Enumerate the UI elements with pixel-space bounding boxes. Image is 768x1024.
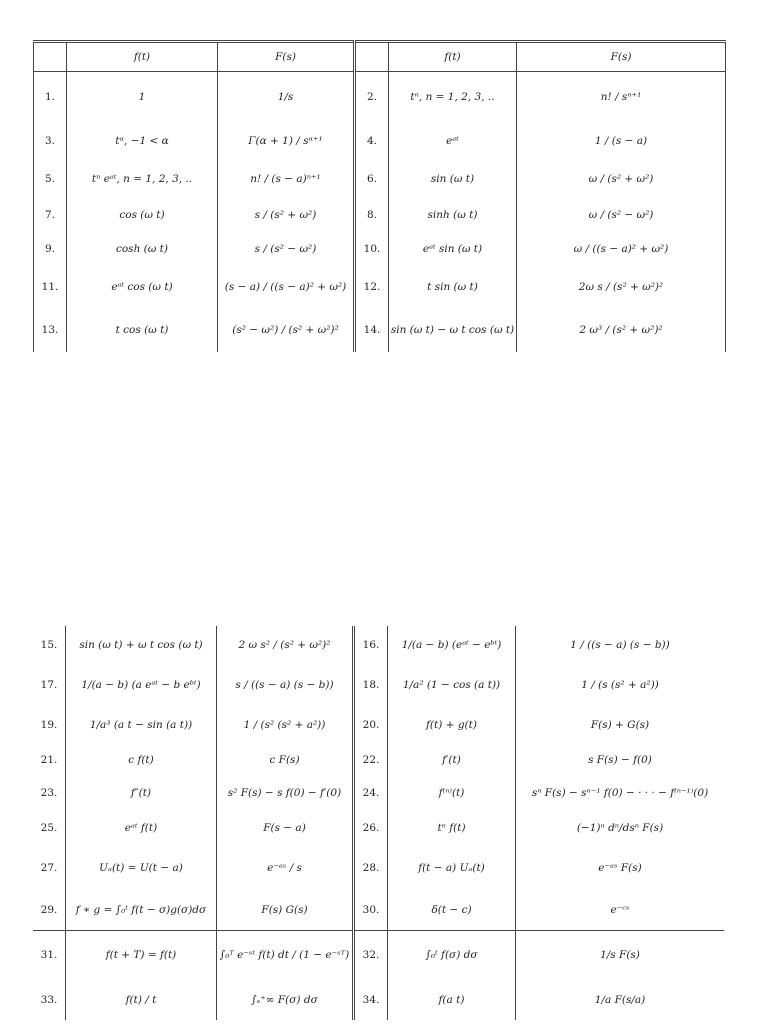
entry-transform: ω / (s² + ω²) [517, 160, 726, 198]
entry-function: f(t + T) = f(t) [66, 930, 217, 980]
header-F-left: F(s) [218, 42, 355, 72]
header-F-right: F(s) [517, 42, 726, 72]
entry-index: 15. [33, 626, 66, 664]
entry-transform: e⁻ᵃˢ F(s) [598, 862, 642, 874]
entry-index: 7. [34, 198, 67, 232]
entry-index: 11. [34, 266, 67, 308]
laplace-transform-table-part-1 [33, 40, 726, 352]
entry-index: 21. [33, 744, 66, 776]
entry-transform: n! / sⁿ⁺¹ [517, 72, 726, 122]
entry-function: sin (ω t) [389, 160, 517, 198]
entry-function: eᵃᵗ sin (ω t) [389, 232, 517, 266]
entry-function: 1/a³ (a t − sin (a t)) [66, 706, 217, 744]
table-row [33, 810, 724, 846]
entry-index: 28. [354, 846, 388, 890]
entry-function: 1/a² (1 − cos (a t)) [388, 664, 516, 706]
table-row [33, 776, 724, 810]
entry-function: 1/(a − b) (eᵃᵗ − eᵇᵗ) [388, 626, 516, 664]
entry-function: t cos (ω t) [67, 308, 218, 352]
entry-index: 34. [354, 980, 388, 1020]
laplace-table-bottom [33, 626, 717, 1024]
entry-transform: F(s − a) [217, 810, 354, 846]
entry-function: t sin (ω t) [389, 266, 517, 308]
entry-function: δ(t − c) [388, 890, 516, 930]
entry-transform: ω / (s² − ω²) [517, 198, 726, 232]
entry-transform: F(s) + G(s) [590, 719, 650, 731]
entry-index: 31. [33, 930, 66, 980]
table-row [34, 122, 726, 160]
table-row [34, 232, 726, 266]
entry-function: tᵅ, −1 < α [67, 122, 218, 160]
entry-index: 26. [354, 810, 388, 846]
entry-transform: (s² − ω²) / (s² + ω²)² [218, 308, 355, 352]
entry-index: 10. [355, 232, 389, 266]
entry-index: 5. [34, 160, 67, 198]
table-row [33, 980, 724, 1020]
entry-index: 16. [354, 626, 388, 664]
entry-transform: 2ω s / (s² + ω²)² [517, 266, 726, 308]
entry-function: sin (ω t) + ω t cos (ω t) [66, 626, 217, 664]
entry-index: 18. [354, 664, 388, 706]
table-row [33, 744, 724, 776]
header-index-left [34, 42, 67, 72]
entry-index: 33. [33, 980, 66, 1020]
entry-transform: s / (s² − ω²) [218, 232, 355, 266]
entry-index: 29. [33, 890, 66, 930]
entry-function: 1 [67, 72, 218, 122]
entry-index: 2. [355, 72, 389, 122]
entry-function: sin (ω t) − ω t cos (ω t) [389, 308, 517, 352]
entry-function: ∫₀ᵗ f(σ) dσ [388, 930, 516, 980]
entry-transform: 2 ω s² / (s² + ω²)² [217, 626, 354, 664]
laplace-table-top [33, 40, 717, 347]
entry-index: 22. [354, 744, 388, 776]
entry-index: 30. [354, 890, 388, 930]
entry-index: 13. [34, 308, 67, 352]
table-row [34, 198, 726, 232]
entry-index: 27. [33, 846, 66, 890]
entry-function: cosh (ω t) [67, 232, 218, 266]
entry-index: 1. [34, 72, 67, 122]
entry-index: 12. [355, 266, 389, 308]
entry-function: eᵃᵗ cos (ω t) [67, 266, 218, 308]
header-f-left: f(t) [67, 42, 218, 72]
entry-transform: sⁿ F(s) − sⁿ⁻¹ f(0) − · · · − f⁽ⁿ⁻¹⁾(0) [531, 787, 709, 799]
entry-transform: s / (s² + ω²) [218, 198, 355, 232]
table-row [33, 706, 724, 744]
entry-transform: ∫ₛ⁺∞ F(σ) dσ [217, 980, 354, 1020]
table-row [34, 72, 726, 122]
entry-transform: Γ(α + 1) / sᵅ⁺¹ [218, 122, 355, 160]
table-row [33, 890, 724, 930]
entry-index: 32. [354, 930, 388, 980]
entry-transform: c F(s) [217, 744, 354, 776]
laplace-transform-table-part-2 [33, 626, 724, 1020]
entry-function: cos (ω t) [67, 198, 218, 232]
entry-transform: 1/s F(s) [516, 930, 725, 980]
entry-transform: s / ((s − a) (s − b)) [217, 664, 354, 706]
entry-transform: 1/a F(s/a) [594, 994, 646, 1006]
entry-function: f(t) / t [66, 980, 217, 1020]
entry-transform: e⁻ᶜˢ [610, 903, 630, 916]
entry-index: 4. [355, 122, 389, 160]
table-row [33, 626, 724, 664]
entry-transform: s F(s) − f(0) [588, 754, 652, 766]
entry-function: eᵃᵗ [389, 122, 517, 160]
entry-index: 20. [354, 706, 388, 744]
entry-transform: 2 ω³ / (s² + ω²)² [517, 308, 726, 352]
entry-index: 8. [355, 198, 389, 232]
entry-transform: n! / (s − a)ⁿ⁺¹ [218, 160, 355, 198]
entry-function: f″(t) [66, 776, 217, 810]
entry-transform: 1 / ((s − a) (s − b)) [570, 639, 670, 651]
entry-index: 23. [33, 776, 66, 810]
entry-index: 14. [355, 308, 389, 352]
table-body-top [34, 72, 726, 352]
entry-function: c f(t) [66, 744, 217, 776]
header-index-right [355, 42, 389, 72]
entry-function: 1/(a − b) (a eᵃᵗ − b eᵇᵗ) [66, 664, 217, 706]
table-row [34, 266, 726, 308]
entry-index: 24. [354, 776, 388, 810]
table-row [33, 846, 724, 890]
entry-function: f⁽ⁿ⁾(t) [388, 776, 516, 810]
table-body-bottom [33, 626, 724, 1020]
entry-transform: (s − a) / ((s − a)² + ω²) [218, 266, 355, 308]
entry-transform: 1/s [218, 72, 355, 122]
table-header-row [34, 42, 726, 72]
table-row [34, 308, 726, 352]
entry-transform: F(s) G(s) [217, 890, 354, 930]
entry-transform: 1 / (s − a) [517, 122, 726, 160]
entry-function: f′(t) [388, 744, 516, 776]
entry-function: sinh (ω t) [389, 198, 517, 232]
entry-index: 6. [355, 160, 389, 198]
entry-function: f(a t) [388, 980, 516, 1020]
entry-transform: 1 / (s² (s² + a²)) [217, 706, 354, 744]
entry-transform: e⁻ᵃˢ / s [217, 846, 354, 890]
entry-index: 19. [33, 706, 66, 744]
entry-index: 3. [34, 122, 67, 160]
entry-transform: 1 / (s (s² + a²)) [581, 679, 659, 691]
entry-function: f ∗ g = ∫₀ᵗ f(t − σ)g(σ)dσ [66, 890, 217, 930]
entry-function: Uₐ(t) = U(t − a) [66, 846, 217, 890]
table-row [33, 930, 724, 980]
entry-transform: (−1)ⁿ dⁿ/dsⁿ F(s) [576, 822, 664, 834]
entry-index: 25. [33, 810, 66, 846]
entry-transform: ω / ((s − a)² + ω²) [517, 232, 726, 266]
header-f-right: f(t) [389, 42, 517, 72]
entry-function: tⁿ f(t) [388, 810, 516, 846]
entry-function: f(t) + g(t) [388, 706, 516, 744]
entry-function: f(t − a) Uₐ(t) [388, 846, 516, 890]
entry-function: tⁿ, n = 1, 2, 3, .. [389, 72, 517, 122]
table-row [33, 664, 724, 706]
table-row [34, 160, 726, 198]
entry-transform: s² F(s) − s f(0) − f′(0) [217, 776, 354, 810]
entry-function: tⁿ eᵃᵗ, n = 1, 2, 3, .. [67, 160, 218, 198]
entry-index: 17. [33, 664, 66, 706]
entry-transform: ∫₀ᵀ e⁻ˢᵗ f(t) dt / (1 − e⁻ˢᵀ) [217, 930, 354, 980]
entry-function: eᵃᵗ f(t) [66, 810, 217, 846]
entry-index: 9. [34, 232, 67, 266]
